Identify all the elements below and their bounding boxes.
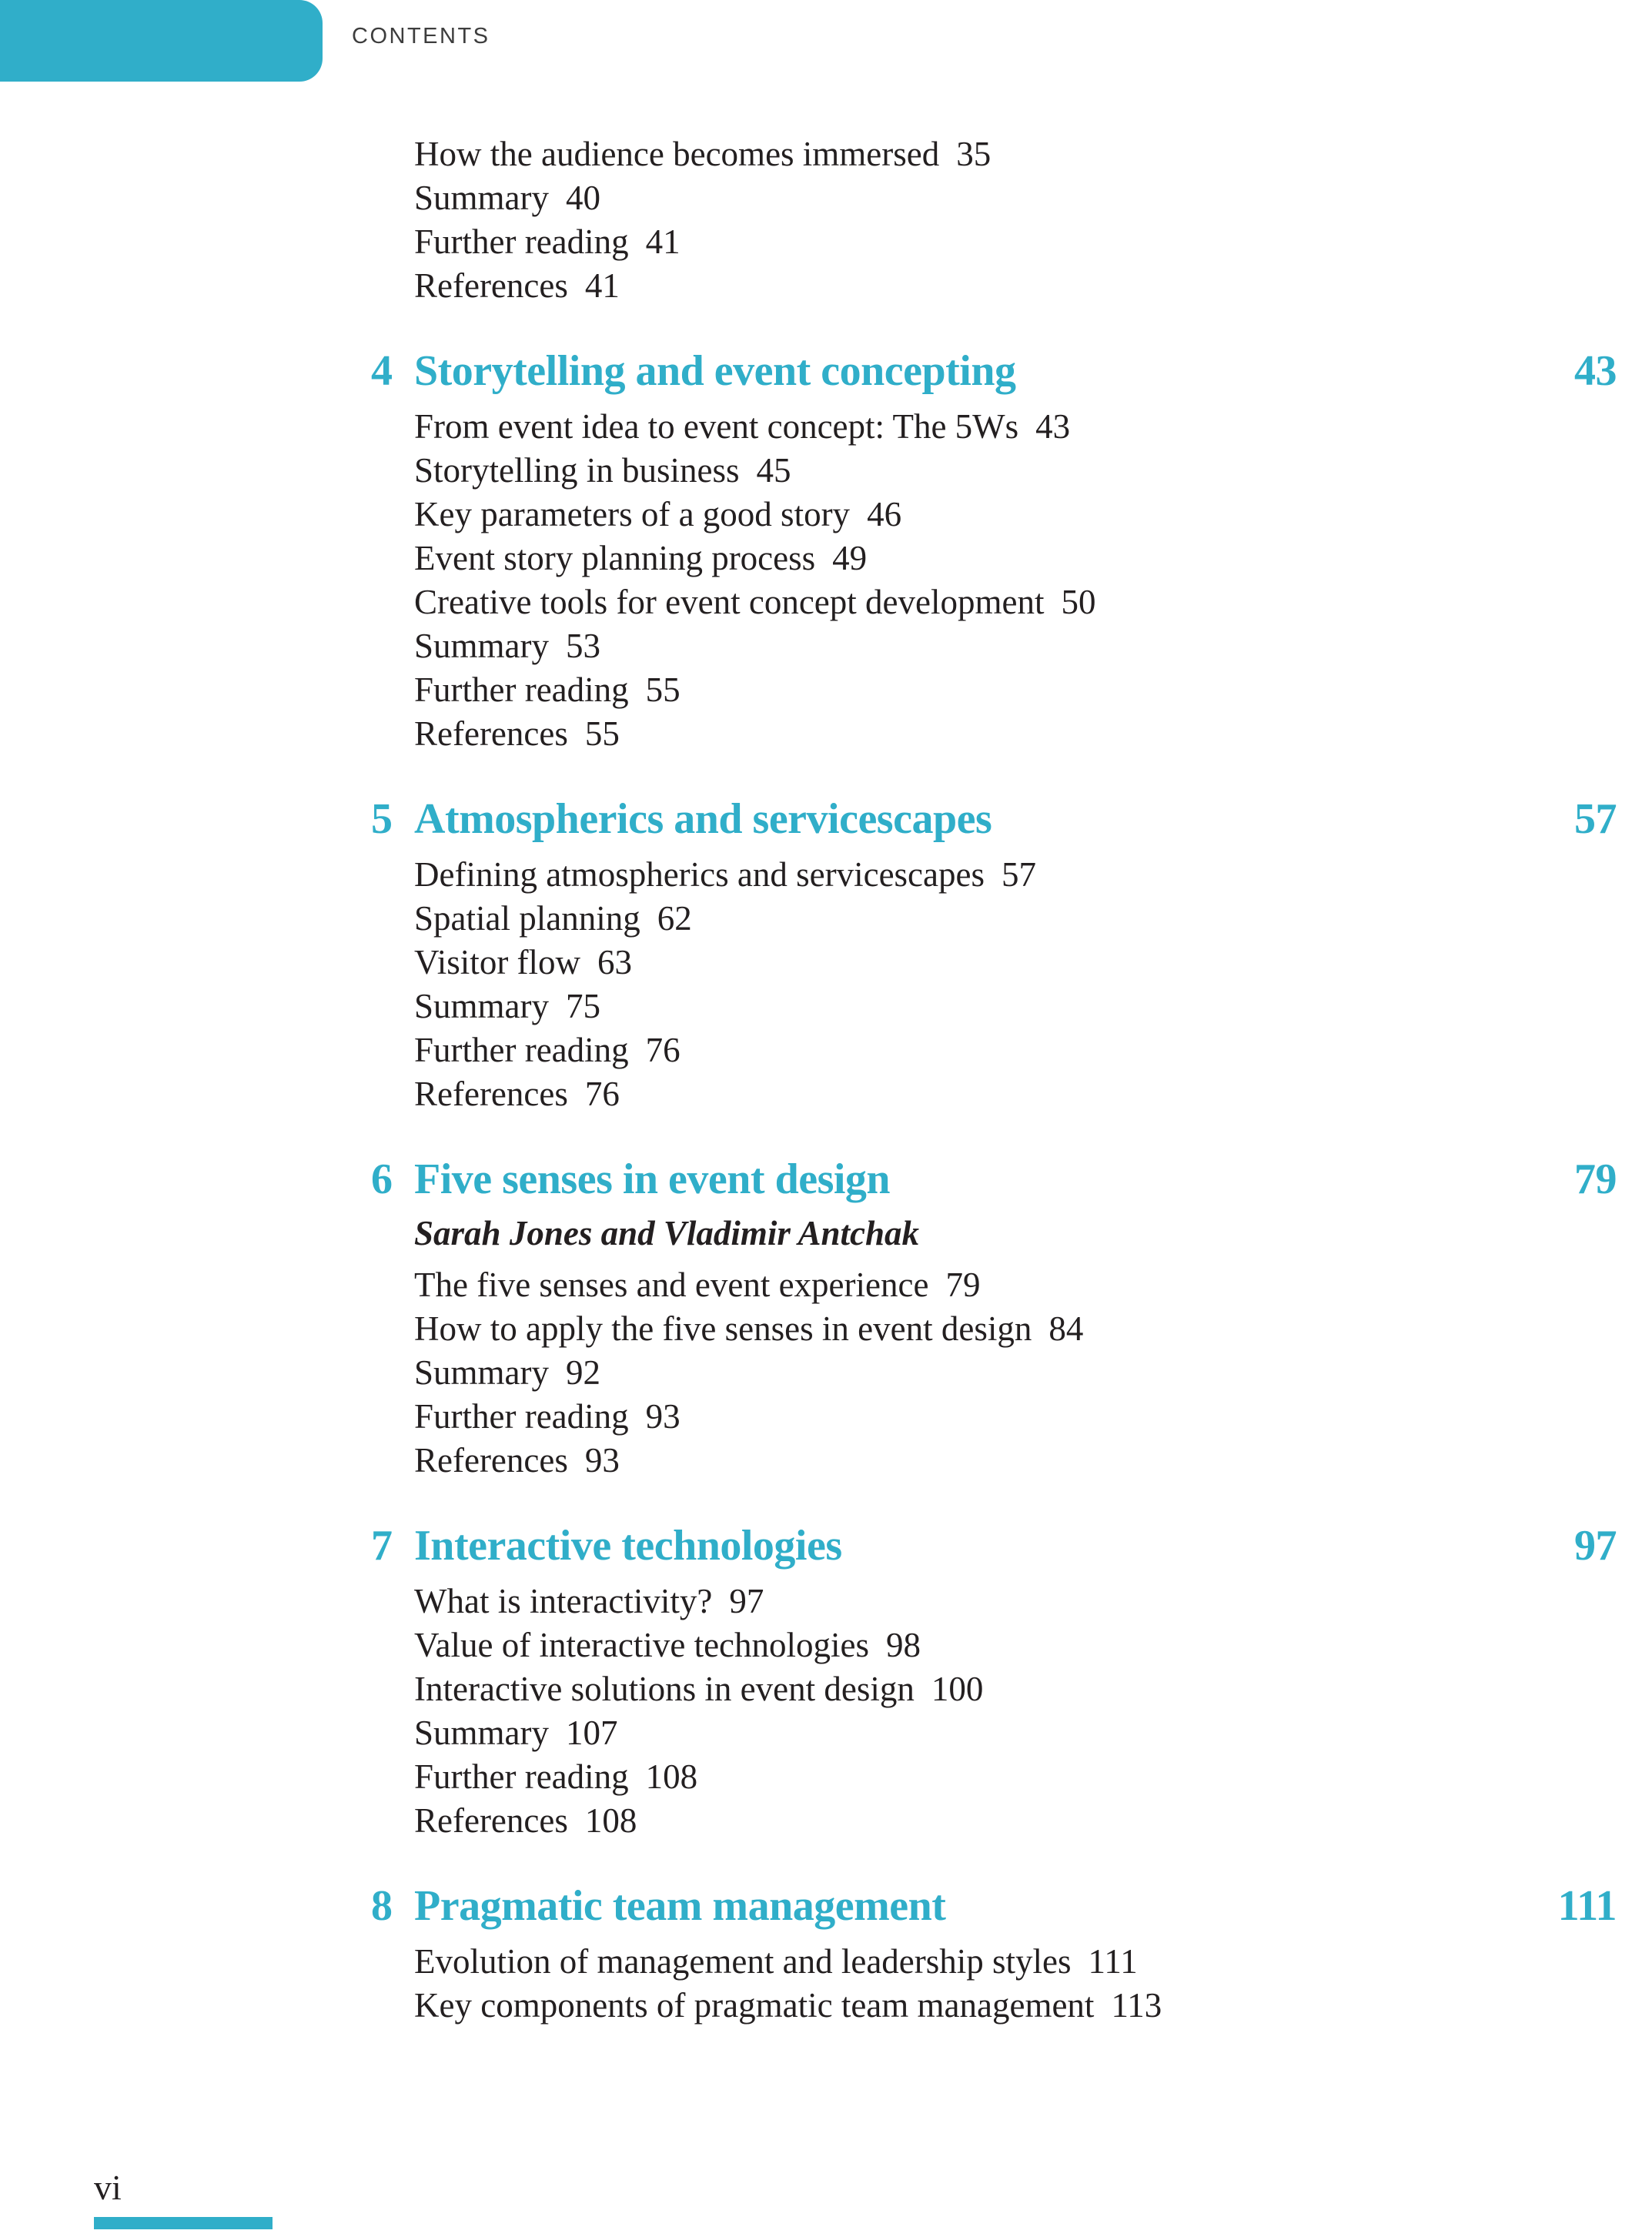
- toc-entry: [371, 1984, 1617, 2028]
- toc-entry: [371, 668, 1617, 712]
- toc-entry: [371, 1940, 1617, 1984]
- entry-label: Evolution of management and leadership styles: [414, 1942, 1072, 1981]
- entry-label: From event idea to event concept: The 5Ws: [414, 407, 1019, 446]
- entry-label: Event story planning process: [414, 539, 816, 577]
- chapter-block: [371, 791, 1617, 1116]
- chapter-heading: [371, 791, 1617, 847]
- chapter-entries: [371, 853, 1617, 1116]
- entry-page-number: 93: [584, 1441, 620, 1480]
- entry-label: Summary: [414, 1714, 549, 1752]
- entry-page-number: 107: [566, 1714, 618, 1752]
- entry-label: Key parameters of a good story: [414, 495, 851, 533]
- entry-page-number: 41: [645, 222, 681, 261]
- toc-entry: [371, 449, 1617, 493]
- toc-entry: [371, 1755, 1617, 1799]
- chapter-title: Storytelling and event concepting: [414, 347, 1016, 395]
- toc-entry: [371, 1395, 1617, 1439]
- toc-entry: [371, 176, 1617, 220]
- chapter-heading: [371, 343, 1617, 399]
- toc-entry: [371, 1623, 1617, 1667]
- page-header-label: CONTENTS: [352, 24, 490, 48]
- entry-label: The five senses and event experience: [414, 1266, 929, 1304]
- entry-label: Key components of pragmatic team management: [414, 1986, 1095, 2025]
- toc-entry: [371, 537, 1617, 580]
- entry-page-number: 45: [756, 451, 791, 490]
- toc-entry: [371, 132, 1617, 176]
- toc-entry: [371, 1711, 1617, 1755]
- entry-page-number: 62: [657, 899, 692, 938]
- toc-entry: [371, 941, 1617, 985]
- entry-page-number: 53: [566, 627, 600, 665]
- entry-label: Creative tools for event concept development: [414, 583, 1045, 621]
- chapter-block: [371, 1518, 1617, 1843]
- toc-entry: [371, 1799, 1617, 1843]
- chapter-block: [371, 1152, 1617, 1483]
- chapter-heading: [371, 1878, 1617, 1934]
- entry-page-number: 98: [886, 1626, 921, 1664]
- entry-page-number: 111: [1088, 1942, 1138, 1981]
- toc-entry: [371, 405, 1617, 449]
- chapter-title: Five senses in event design: [414, 1155, 891, 1203]
- chapter-heading: [371, 1152, 1617, 1207]
- entry-page-number: 35: [956, 135, 992, 173]
- entry-label: How the audience becomes immersed: [414, 135, 940, 173]
- entry-label: What is interactivity?: [414, 1582, 713, 1620]
- entry-label: Summary: [414, 179, 549, 217]
- chapter-entries: [371, 1940, 1617, 2028]
- chapter-title: Pragmatic team management: [414, 1882, 946, 1930]
- entry-page-number: 41: [584, 266, 620, 305]
- entry-label: References: [414, 714, 568, 753]
- entry-page-number: 97: [729, 1582, 764, 1620]
- entry-page-number: 76: [645, 1031, 681, 1069]
- chapter-title: Interactive technologies: [414, 1522, 842, 1570]
- toc-entry: [371, 1263, 1617, 1307]
- entry-label: How to apply the five senses in event design: [414, 1309, 1032, 1348]
- entry-label: References: [414, 1075, 568, 1113]
- entry-page-number: 46: [867, 495, 902, 533]
- toc-entry: [371, 1307, 1617, 1351]
- chapter-page-number: 111: [1557, 1882, 1617, 1930]
- entry-label: Further reading: [414, 1031, 629, 1069]
- toc-entry: [371, 712, 1617, 756]
- chapter-number: 8: [371, 1882, 393, 1930]
- corner-tab-shape: [0, 0, 323, 82]
- entry-page-number: 49: [832, 539, 868, 577]
- entry-label: Value of interactive technologies: [414, 1626, 870, 1664]
- toc-entry: [371, 1439, 1617, 1483]
- chapter-number: 5: [371, 795, 393, 843]
- entry-label: Further reading: [414, 222, 629, 261]
- entry-label: Spatial planning: [414, 899, 640, 938]
- toc-entry: [371, 264, 1617, 308]
- chapter-page-number: 97: [1574, 1522, 1617, 1570]
- entry-page-number: 43: [1035, 407, 1071, 446]
- entry-page-number: 100: [931, 1670, 984, 1708]
- entry-label: Interactive solutions in event design: [414, 1670, 915, 1708]
- entry-page-number: 79: [945, 1266, 981, 1304]
- toc-entry: [371, 1028, 1617, 1072]
- entry-label: References: [414, 1441, 568, 1480]
- chapter-number: 7: [371, 1522, 393, 1570]
- toc-entry: [371, 1351, 1617, 1395]
- chapter-page-number: 57: [1574, 795, 1617, 843]
- toc-entry: [371, 493, 1617, 537]
- entry-label: Summary: [414, 627, 549, 665]
- entry-label: Summary: [414, 987, 549, 1025]
- entry-page-number: 84: [1048, 1309, 1084, 1348]
- chapter-block: [371, 1878, 1617, 2028]
- entry-page-number: 113: [1111, 1986, 1162, 2025]
- chapter-block: [371, 343, 1617, 756]
- entry-page-number: 108: [645, 1757, 698, 1796]
- entry-page-number: 55: [584, 714, 620, 753]
- toc-entry: [371, 853, 1617, 897]
- toc-entry: [371, 580, 1617, 624]
- chapter-title: Atmospherics and servicescapes: [414, 795, 992, 843]
- toc-entry: [371, 897, 1617, 941]
- entry-page-number: 76: [584, 1075, 620, 1113]
- toc-entry: [371, 1667, 1617, 1711]
- entry-label: Further reading: [414, 670, 629, 709]
- chapter-entries: [371, 1263, 1617, 1483]
- toc-entry: [371, 1072, 1617, 1116]
- entry-page-number: 93: [645, 1397, 681, 1436]
- chapter-page-number: 43: [1574, 347, 1617, 395]
- entry-label: Further reading: [414, 1757, 629, 1796]
- chapter-page-number: 79: [1574, 1155, 1617, 1203]
- entry-page-number: 55: [645, 670, 681, 709]
- entry-page-number: 75: [566, 987, 600, 1025]
- toc-entry: [371, 1580, 1617, 1623]
- entry-label: References: [414, 1801, 568, 1840]
- toc-entry: [371, 624, 1617, 668]
- chapter-entries: [371, 405, 1617, 756]
- toc-entry: [371, 220, 1617, 264]
- entry-page-number: 50: [1061, 583, 1096, 621]
- chapter-author: Sarah Jones and Vladimir Antchak: [414, 1214, 920, 1252]
- table-of-contents: [371, 132, 1617, 2028]
- chapter-entries: [371, 1580, 1617, 1843]
- entry-label: Further reading: [414, 1397, 629, 1436]
- entry-page-number: 57: [1001, 855, 1036, 894]
- entry-label: Storytelling in business: [414, 451, 740, 490]
- footer-page-number: vi: [94, 2168, 122, 2207]
- entry-label: Visitor flow: [414, 943, 581, 981]
- chapter-heading: [371, 1518, 1617, 1573]
- entry-page-number: 92: [566, 1353, 600, 1392]
- footer-accent-bar: [94, 2217, 273, 2229]
- entry-label: References: [414, 266, 568, 305]
- toc-entry: [371, 985, 1617, 1028]
- chapter-number: 4: [371, 347, 393, 395]
- entry-page-number: 40: [566, 179, 600, 217]
- entry-page-number: 108: [584, 1801, 637, 1840]
- entry-label: Defining atmospherics and servicescapes: [414, 855, 985, 894]
- entry-label: Summary: [414, 1353, 549, 1392]
- chapter-number: 6: [371, 1155, 393, 1203]
- entry-page-number: 63: [597, 943, 633, 981]
